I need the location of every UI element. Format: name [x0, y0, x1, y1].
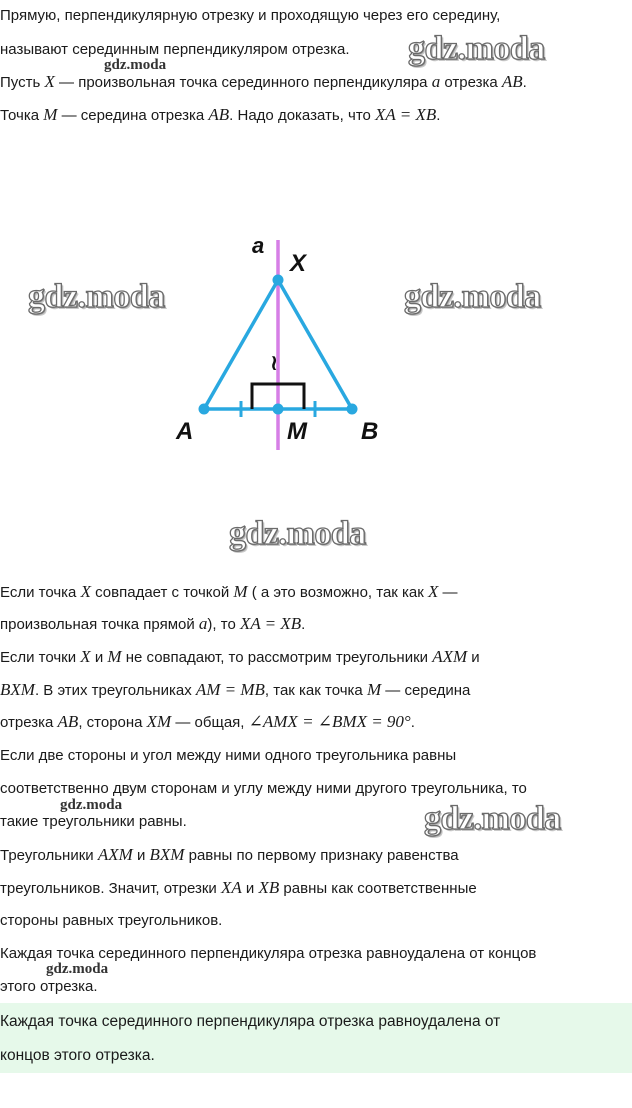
- watermark-lower-right: gdz.moda: [424, 800, 561, 837]
- conclusion-line-1: Каждая точка серединного перпендикуляра отрезка равноудалена от: [0, 1013, 501, 1030]
- segment-xa: [204, 280, 278, 409]
- text-line-1: Прямую, перпендикулярную отрезку и проходящую через его середину,: [0, 7, 501, 24]
- proof-line-5: отрезка AB, сторона XM — общая, ∠AMX = ∠BMX = 90°.: [0, 712, 415, 731]
- watermark-small-3: gdz.moda: [46, 961, 109, 977]
- conclusion-box: [0, 1003, 632, 1073]
- point-m: [273, 404, 284, 415]
- proof-line-1: Если точка X совпадает с точкой M ( а это возможно, так как X —: [0, 582, 458, 601]
- proof-line-10: треугольников. Значит, отрезки XA и XB равны как соответственные: [0, 878, 477, 897]
- label-point-b: B: [361, 418, 379, 445]
- watermark-small-1: gdz.moda: [104, 57, 167, 73]
- proof-line-12: Каждая точка серединного перпендикуляра отрезка равноудалена от концов: [0, 945, 537, 962]
- watermark-top-right: gdz.moda: [408, 30, 545, 67]
- label-point-x: X: [290, 250, 307, 277]
- conclusion-line-2: концов этого отрезка.: [0, 1047, 155, 1064]
- label-point-a: A: [176, 418, 194, 445]
- proof-line-8: такие треугольники равны.: [0, 813, 187, 830]
- watermark-small-2: gdz.moda: [60, 797, 123, 813]
- segment-xb: [278, 280, 352, 409]
- label-equal-sides: ≀: [270, 350, 279, 375]
- watermark-figure-right: gdz.moda: [404, 278, 541, 315]
- geometry-figure: [0, 225, 632, 455]
- text-line-4: Точка M — середина отрезка AB. Надо доказать, что XA = XB.: [0, 105, 441, 124]
- label-point-m: M: [287, 418, 307, 445]
- proof-line-2: произвольная точка прямой a), то XA = XB.: [0, 614, 306, 633]
- proof-line-4: BXM. В этих треугольниках AM = MB, так как точка M — середина: [0, 680, 471, 699]
- proof-line-11: стороны равных треугольников.: [0, 912, 223, 929]
- proof-line-3: Если точки X и M не совпадают, то рассмотрим треугольники AXM и: [0, 647, 480, 666]
- text-line-2: называют серединным перпендикуляром отрезка.: [0, 41, 350, 58]
- point-b: [347, 404, 358, 415]
- proof-line-9: Треугольники AXM и BXM равны по первому признаку равенства: [0, 845, 459, 864]
- watermark-center: gdz.moda: [229, 515, 366, 552]
- proof-line-13: этого отрезка.: [0, 978, 98, 995]
- point-x: [273, 275, 284, 286]
- label-line-a: a: [252, 233, 265, 258]
- text-line-3: Пусть X — произвольная точка серединного перпендикуляра a отрезка AB.: [0, 72, 527, 91]
- watermark-figure-left: gdz.moda: [28, 278, 165, 315]
- point-a: [199, 404, 210, 415]
- proof-line-6: Если две стороны и угол между ними одного треугольника равны: [0, 747, 457, 764]
- proof-line-7: соответственно двум сторонам и углу между ними другого треугольника, то: [0, 780, 527, 797]
